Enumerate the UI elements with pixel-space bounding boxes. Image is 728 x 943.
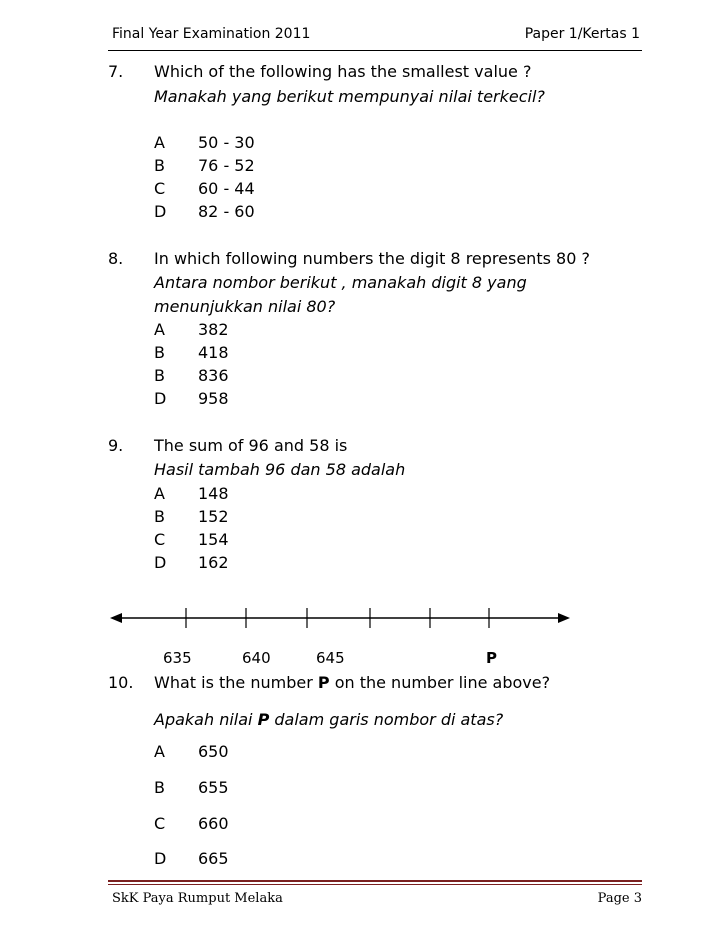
option-label: C bbox=[154, 530, 166, 549]
option-value: 148 bbox=[198, 484, 229, 503]
question-text-ms-line2: menunjukkan nilai 80? bbox=[154, 297, 336, 316]
option-label: B bbox=[154, 343, 165, 362]
paper-label: Paper 1/Kertas 1 bbox=[524, 26, 640, 42]
option-label: B bbox=[154, 507, 165, 526]
option-value: 665 bbox=[198, 849, 229, 868]
bold-p: P bbox=[257, 710, 270, 729]
option-value: 660 bbox=[198, 814, 229, 833]
arrow-right-icon bbox=[558, 613, 570, 623]
school-name: SkK Paya Rumput Melaka bbox=[112, 891, 283, 906]
option-value: 76 - 52 bbox=[198, 156, 255, 175]
number-line bbox=[0, 600, 728, 640]
question-text-ms: Manakah yang berikut mempunyai nilai terkecil? bbox=[154, 87, 545, 106]
question-number: 9. bbox=[108, 436, 124, 455]
text-part: What is the number bbox=[154, 673, 318, 692]
question-text-en: The sum of 96 and 58 is bbox=[154, 436, 348, 455]
question-number: 10. bbox=[108, 673, 134, 692]
question-text-ms bbox=[154, 710, 503, 729]
number-line-label: 645 bbox=[316, 649, 345, 667]
number-line-label: 640 bbox=[242, 649, 271, 667]
question-text-en: In which following numbers the digit 8 represents 80 ? bbox=[154, 249, 590, 268]
option-value: 382 bbox=[198, 320, 229, 339]
text-part: dalam garis nombor di atas? bbox=[269, 710, 504, 729]
option-label: C bbox=[154, 179, 166, 198]
option-value: 418 bbox=[198, 343, 229, 362]
option-label: B bbox=[154, 156, 165, 175]
option-label: A bbox=[154, 133, 165, 152]
question-text-ms: Hasil tambah 96 dan 58 adalah bbox=[154, 460, 406, 479]
option-label: A bbox=[154, 484, 165, 503]
option-value: 154 bbox=[198, 530, 229, 549]
option-label: D bbox=[154, 849, 167, 868]
option-label: C bbox=[154, 814, 166, 833]
option-value: 60 - 44 bbox=[198, 179, 255, 198]
text-part: on the number line above? bbox=[329, 673, 551, 692]
question-number: 8. bbox=[108, 249, 124, 268]
option-value: 50 - 30 bbox=[198, 133, 255, 152]
option-label: B bbox=[154, 366, 165, 385]
option-value: 162 bbox=[198, 553, 229, 572]
question-text-ms-line1: Antara nombor berikut , manakah digit 8 yang bbox=[154, 273, 527, 292]
bold-p: P bbox=[317, 673, 330, 692]
option-value: 152 bbox=[198, 507, 229, 526]
option-label: D bbox=[154, 202, 167, 221]
option-value: 655 bbox=[198, 778, 229, 797]
footer-rule-thin bbox=[108, 884, 642, 885]
exam-title: Final Year Examination 2011 bbox=[112, 26, 311, 42]
question-text-en: Which of the following has the smallest value ? bbox=[154, 62, 532, 81]
header-rule bbox=[108, 50, 642, 51]
option-value: 836 bbox=[198, 366, 229, 385]
option-value: 958 bbox=[198, 389, 229, 408]
arrow-left-icon bbox=[110, 613, 122, 623]
text-part: Apakah nilai bbox=[154, 710, 258, 729]
page-number: Page 3 bbox=[597, 891, 642, 906]
option-label: D bbox=[154, 553, 167, 572]
option-label: A bbox=[154, 742, 165, 761]
option-label: A bbox=[154, 320, 165, 339]
question-number: 7. bbox=[108, 62, 124, 81]
option-value: 82 - 60 bbox=[198, 202, 255, 221]
number-line-label-p: P bbox=[486, 649, 497, 667]
option-label: B bbox=[154, 778, 165, 797]
footer-rule bbox=[108, 880, 642, 882]
option-value: 650 bbox=[198, 742, 229, 761]
question-text-en bbox=[154, 673, 550, 692]
number-line-label: 635 bbox=[163, 649, 192, 667]
option-label: D bbox=[154, 389, 167, 408]
